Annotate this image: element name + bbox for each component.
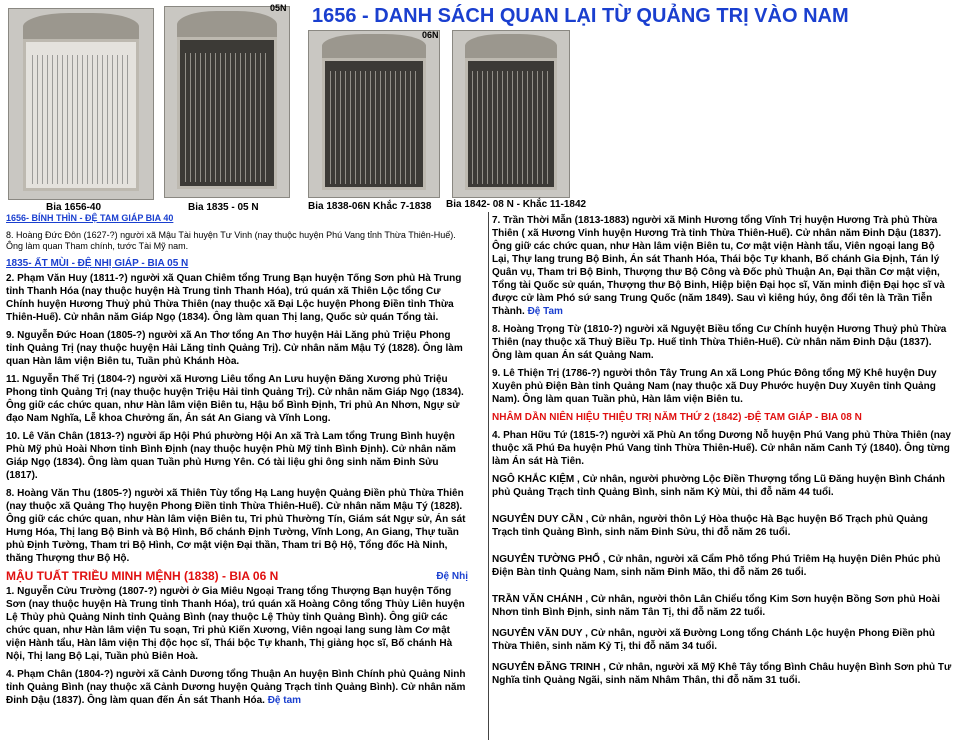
stele-image-1835 bbox=[164, 6, 290, 198]
section-heading-1838-row bbox=[6, 570, 468, 583]
entry-nguyen-van-duy: NGUYỄN VĂN DUY , Cử nhân, người xã Đường Long tổng Chánh Lộc huyện Phong Điền phủ Thừa Thiên, sinh năm Kỷ Tị, thi đỗ năm 34 tuổi. bbox=[492, 628, 935, 652]
section-heading-1838: MẬU TUẤT TRIỀU MINH MỆNH (1838) - BIA 06 N bbox=[6, 569, 279, 583]
page-title: 1656 - DANH SÁCH QUAN LẠI TỪ QUẢNG TRỊ VÀO NAM bbox=[312, 5, 849, 27]
entry-pham-chan: 4. Phạm Chân (1804-?) người xã Cảnh Dương tổng Thuận An huyện Bình Chính phủ Quảng Ninh tỉnh Quảng Bình (nay thuộc xã Cảnh Dương huyện Quảng Trạch tỉnh Quảng Bình). Cử nhân năm Đinh Dậu (1837). Ông làm quan đến Án sát Thanh Hóa. Đệ tam bbox=[6, 669, 466, 706]
right-column bbox=[492, 214, 952, 692]
image-caption-3: Bia 1838-06N Khắc 7-1838 bbox=[308, 201, 432, 212]
entry-le-thien-tri: 9. Lê Thiện Trị (1786-?) người thôn Tây Trung An xã Long Phúc Đông tổng Mỹ Khê huyện Duy Xuyên phủ Điện Bàn tỉnh Quảng Nam (nay thuộc xã Duy Phước huyện Duy Xuyên tỉnh Quảng Nam). Ông làm quan Tuần phủ, Hàn lâm viện Biên tu. bbox=[492, 368, 937, 405]
image-caption-4: Bia 1842- 08 N - Khắc 11-1842 bbox=[446, 199, 587, 210]
section-heading-1842: NHÂM DẦN NIÊN HIỆU THIỆU TRỊ NĂM THỨ 2 (1842) -ĐỆ TAM GIÁP - BIA 08 N bbox=[492, 412, 862, 423]
entry-phan-huu-tu: 4. Phan Hữu Tứ (1815-?) người xã Phù An tổng Dương Nỗ huyện Phú Vang phủ Thừa Thiên (nay thuộc xã Phú Đa huyện Phú Vang tỉnh Thừa Thiên-Huế). Cử nhân năm Canh Tý (1840). Ông từng làm Án sát Hà Tiên. bbox=[492, 430, 951, 467]
column-divider bbox=[488, 212, 489, 740]
entry-pham-van-huy: 2. Phạm Văn Huy (1811-?) người xã Quan Chiêm tổng Trung Bạn huyện Tống Sơn phủ Hà Trung tỉnh Thanh Hóa (nay thuộc huyện Hà Trung tỉnh Thanh Hóa), trú quán xã Thiên Lộc tổng Cư Chính huyện Hương Thuỷ phủ Thừa Thiên (nay thuộc xã Đại Lộc huyện Phong Điền tỉnh Thừa Thiên-Huế). Cử nhân năm Giáp Ngọ (1834). Ông làm quan Thị lang, Quốc sử quán Tổng tài. bbox=[6, 273, 462, 323]
link-de-tam[interactable]: Đệ tam bbox=[267, 695, 302, 706]
image-caption-1: Bia 1656-40 bbox=[46, 202, 102, 213]
image-caption-2: Bia 1835 - 05 N bbox=[188, 202, 259, 213]
stele-image-1842 bbox=[452, 30, 570, 198]
entry-nguyen-tuong-pho: NGUYỄN TƯỜNG PHỔ , Cử nhân, người xã Cẩm Phô tổng Phú Triêm Hạ huyện Diên Phúc phủ Điện Bàn tỉnh Quảng Nam, sinh năm Đinh Mão, thi đỗ năm 26 tuổi. bbox=[492, 554, 941, 578]
entry-nguyen-the-tri: 11. Nguyễn Thế Trị (1804-?) người xã Hương Liêu tổng An Lưu huyện Đăng Xương phủ Triệu Phong tỉnh Quảng Trị (nay thuộc huyện Triệu Hải tỉnh Quảng Trị). Cử nhân năm Giáp Ngọ (1834). Ông giữ các chức quan, như Hàn lâm viện Biên tu, Hậu bổ Bình Định, Tri phủ An Nhơn, Ngự sử đạo Nam Nghĩa, Lễ khoa Chưởng ấn, Án sát An Giang và Vĩnh Long. bbox=[6, 374, 464, 424]
stele-image-1838 bbox=[308, 30, 440, 198]
section-heading-1835[interactable]: 1835- ẤT MÙI - ĐỆ NHỊ GIÁP - BIA 05 N bbox=[6, 258, 189, 269]
entry-hoang-duc-don: 8. Hoàng Đức Đôn (1627-?) người xã Mậu Tài huyện Tư Vinh (nay thuộc huyện Phú Vang tỉnh Thừa Thiên-Huế). Ông làm quan Tham chính, tước Tài Mỹ nam. bbox=[6, 230, 456, 251]
entry-tran-thoi-man: 7. Trần Thời Mẫn (1813-1883) người xã Minh Hương tổng Vĩnh Trị huyện Hương Trà phủ Thừa Thiên ( xã Hương Vinh huyện Hương Trà tỉnh Thừa Thiên-Huế). Cử nhân năm Đinh Dậu (1837). Ông giữ các chức quan, như Hàn lâm viện Biên tu, Cơ mật viện Hành tẩu, Viên ngoại lang Bộ Lại, Thự lang trung Bộ Binh, Án sát Thanh Hóa, Thái bộc Tự khanh, Bố chánh Gia Định, Tán lý Quân vụ, Tham tri Bộ Binh, Thượng thư Bộ Công và Đốc phủ Thuận An, Đại thần Cơ mật viện, Tổng tài Quốc sử quán, Thượng thư Bộ Binh, Hiệp biện Đại học sĩ, Văn minh điện Đại học sĩ và được cử làm Phó sứ sang Trung Quốc (năm 1849). Sau vì kiêng húy, ông đổi tên là Trần Tiễn Thành. Đệ Tam bbox=[492, 215, 945, 317]
link-de-nhi[interactable]: Đệ Nhị bbox=[436, 571, 468, 582]
entry-nguyen-cuu-truong: 1. Nguyễn Cửu Trường (1807-?) người ở Gia Miêu Ngoại Trang tổng Thượng Bạn huyện Tống Sơn (nay thuộc huyện Hà Trung tỉnh Thanh Hóa), trú quán xã Hoàng Công tổng Thủy Liên huyện Lệ Thủy phủ Quảng Ninh tỉnh Quảng Bình (nay thuộc Lệ Thủy tỉnh Quảng Bình). Ông giữ các chức quan, như Hàn lâm viện Tu soạn, Tri phủ Kiến Xương, Viên ngoại lang sung làm Cơ mật viện Hành tẩu, Hàn lâm viện Thị độc học sĩ, Thái bộc Tự khanh, Thị giảng học sĩ, Bố chánh Hà Nội, Thị lang Bộ Lại, Tuần phủ Biên Hoà. bbox=[6, 586, 465, 662]
entry-nguyen-dang-trinh: NGUYỄN ĐĂNG TRINH , Cử nhân, người xã Mỹ Khê Tây tổng Bình Châu huyện Bình Sơn phủ Tư Nghĩa tỉnh Quảng Ngãi, sinh năm Nhâm Thân, thi đỗ năm 31 tuổi. bbox=[492, 662, 952, 686]
entry-le-van-chan: 10. Lê Văn Chân (1813-?) người ấp Hội Phú phường Hội An xã Trà Lam tổng Trung Bình huyện Phù Mỹ phủ Hoài Nhơn tỉnh Bình Định (nay thuộc huyện Phù Mỹ tỉnh Bình Định). Cử nhân năm Giáp Ngọ (1834). Ông làm quan Tuần phủ Hưng Yên. Có tài liệu ghi ông sinh năm Đinh Sửu (1817). bbox=[6, 431, 456, 481]
entry-tran-van-chanh: TRẦN VĂN CHÁNH , Cử nhân, người thôn Lân Chiểu tổng Kim Sơn huyện Bồng Sơn phủ Hoài Nhơn tỉnh Bình Định, sinh năm Tân Tị, thi đỗ năm 22 tuổi. bbox=[492, 594, 941, 618]
image-code-1: 05N bbox=[270, 3, 287, 13]
entry-ngo-khac-kiem: NGÔ KHẮC KIỆM , Cử nhân, người phường Lộc Điền Thượng tổng Lũ Đăng huyện Bình Chánh phủ Quảng Trạch tỉnh Quảng Bình, sinh năm Kỷ Mùi, thi đỗ năm 44 tuổi. bbox=[492, 474, 946, 498]
left-column bbox=[6, 212, 468, 712]
link-de-tam-right[interactable]: Đệ Tam bbox=[527, 306, 563, 317]
entry-nguyen-duc-hoan: 9. Nguyễn Đức Hoan (1805-?) người xã An Thơ tổng An Thơ huyện Hải Lăng phủ Triệu Phong tỉnh Quảng Trị (nay thuộc huyện Hải Lăng tỉnh Quảng Trị). Cử nhân năm Mậu Tý (1828). Ông làm quan Hàn lâm viện Biên tu, Tuần phủ Khánh Hòa. bbox=[6, 330, 463, 367]
entry-hoang-van-thu: 8. Hoàng Văn Thu (1805-?) người xã Thiên Tùy tổng Hạ Lang huyện Quảng Điền phủ Thừa Thiên (nay thuộc xã Quảng Thọ huyện Phong Điền tỉnh Thừa Thiên-Huế). Cử nhân năm Mậu Tý (1828). Ông giữ các chức quan, như Hàn lâm viện Biên tu, Tri phủ Thường Tín, Giám sát Ngự sử, Án sát Hưng Hóa, Thị lang Bộ Binh và Bộ Hình, Bố chánh Định Tường, Vĩnh Long, An Giang, Thự tuần phủ Định Tường, Tham tri Bộ Hình, Cơ mật viện Đại thần, Tham tri Bộ Hộ, Tổng đốc Hà Ninh, thăng Thượng thư Bộ Hộ. bbox=[6, 488, 466, 564]
image-code-2: 06N bbox=[422, 30, 439, 40]
section-heading-1656[interactable]: 1656- BÍNH THÌN - ĐỆ TAM GIÁP BIA 40 bbox=[6, 213, 174, 223]
stele-image-1656 bbox=[8, 8, 154, 200]
entry-hoang-trong-tu: 8. Hoàng Trọng Từ (1810-?) người xã Nguyệt Biều tổng Cư Chính huyện Hương Thuỷ phủ Thừa Thiên (nay thuộc xã Thuỷ Biều Tp. Huế tỉnh Thừa Thiên-Huế). Cử nhân năm Đinh Dậu (1837). Ông làm quan Án sát Quảng Nam. bbox=[492, 324, 947, 361]
entry-nguyen-duy-can: NGUYỄN DUY CẦN , Cử nhân, người thôn Lý Hòa thuộc Hà Bạc huyện Bố Trạch phủ Quảng Trạch tỉnh Quảng Bình, sinh năm Đinh Sửu, thi đỗ năm 26 tuổi. bbox=[492, 514, 928, 538]
